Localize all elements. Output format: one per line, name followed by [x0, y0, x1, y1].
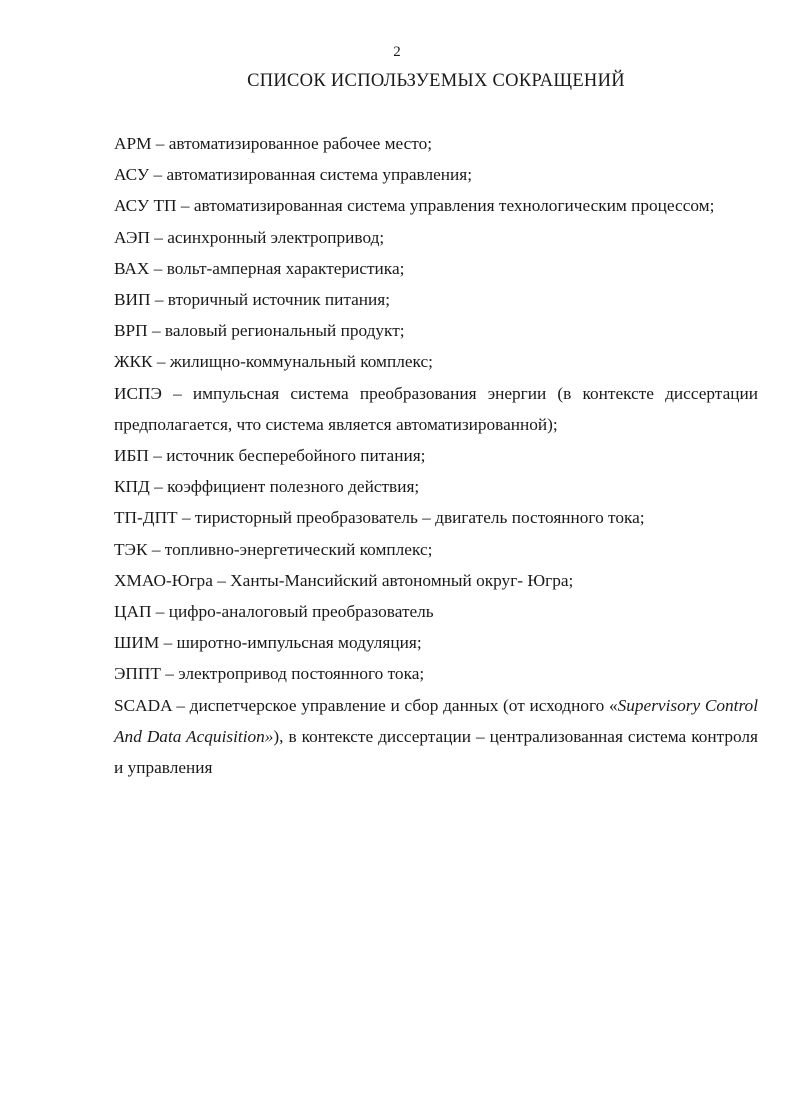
abbreviation: АСУ ТП	[114, 196, 177, 216]
definition: цифро-аналоговый преобразователь	[168, 602, 434, 622]
dash: –	[155, 134, 165, 153]
abbreviation: ЦАП	[114, 602, 152, 622]
abbreviation: SCADA	[114, 695, 172, 715]
list-item	[114, 222, 758, 253]
dash: –	[155, 602, 165, 622]
abbreviation: АЭП	[114, 227, 150, 247]
list-item	[114, 627, 758, 658]
definition-continued: в контексте диссертации – централизованная система контроля и управления	[114, 726, 758, 778]
page-number: 2	[393, 44, 401, 60]
list-item	[114, 346, 758, 377]
definition: коэффициент полезного действия;	[167, 477, 420, 497]
dash: –	[151, 321, 161, 341]
list-item	[114, 502, 758, 533]
abbreviation: ЖКК	[114, 352, 153, 372]
definition: импульсная система преобразования энергии (в контексте диссертации предполагается, что система является автоматизированной);	[114, 383, 758, 434]
list-item	[114, 284, 758, 315]
quote-open: «	[608, 695, 618, 715]
definition: тиристорный преобразователь – двигатель постоянного тока;	[194, 508, 645, 528]
dash: –	[173, 383, 182, 403]
definition: диспетчерское управление и сбор данных (от исходного	[189, 695, 605, 715]
definition: широтно-импульсная модуляция;	[176, 633, 422, 653]
dash: –	[181, 508, 191, 528]
definition: электропривод постоянного тока;	[178, 664, 425, 684]
abbreviation: ТП-ДПТ	[114, 508, 178, 528]
dash: –	[156, 352, 166, 372]
abbreviation: ШИМ	[114, 633, 160, 653]
definition: автоматизированная система управления технологическим процессом;	[193, 196, 715, 216]
definition: вторичный источник питания;	[167, 290, 391, 310]
dash: –	[165, 664, 174, 684]
dash: –	[163, 633, 173, 653]
list-item	[114, 378, 758, 440]
definition: топливно-энергетический комплекс;	[164, 539, 433, 559]
abbreviation: ИБП	[114, 446, 149, 466]
abbreviation: ЭППТ	[114, 664, 161, 684]
dash: –	[154, 227, 163, 247]
list-item	[114, 565, 758, 596]
list-item	[114, 534, 758, 565]
abbreviation: ВРП	[114, 321, 148, 341]
dash: –	[151, 539, 161, 559]
definition: асинхронный электропривод;	[167, 227, 385, 247]
dash: –	[153, 165, 163, 185]
list-item-scada	[114, 690, 758, 784]
abbreviation: КПД	[114, 477, 150, 497]
definition: автоматизированная система управления;	[166, 165, 473, 185]
definition: жилищно-коммунальный комплекс;	[169, 352, 433, 372]
paren-close: ),	[273, 726, 284, 746]
dash: –	[176, 695, 185, 715]
dash: –	[154, 290, 164, 310]
abbreviation: ТЭК	[114, 539, 148, 559]
dash: –	[154, 477, 163, 497]
definition: источник бесперебойного питания;	[166, 446, 426, 466]
dash: –	[180, 196, 190, 216]
abbreviation: ВИП	[114, 290, 151, 310]
list-item	[114, 471, 758, 502]
dash: –	[153, 446, 162, 466]
list-item	[114, 159, 758, 190]
list-item	[114, 253, 758, 284]
definition: валовый региональный продукт;	[164, 321, 405, 341]
abbreviation: АСУ	[114, 165, 150, 185]
abbreviation: АРМ	[114, 134, 152, 153]
abbreviation: ВАХ	[114, 258, 150, 278]
list-item	[114, 440, 758, 471]
list-item	[114, 315, 758, 346]
original-term: Supervisory Control And Data Acquisition»	[114, 695, 758, 746]
definition: Ханты-Мансийский автономный округ- Югра;	[230, 570, 574, 590]
dash: –	[153, 258, 163, 278]
abbreviation: ИСПЭ	[114, 383, 162, 403]
list-item	[114, 190, 758, 221]
list-item	[114, 128, 758, 159]
definition: автоматизированное рабочее место;	[168, 134, 433, 153]
page-title: СПИСОК ИСПОЛЬЗУЕМЫХ СОКРАЩЕНИЙ	[247, 71, 625, 91]
list-item	[114, 658, 758, 689]
list-item	[114, 596, 758, 627]
abbreviation: ХМАО-Югра	[114, 570, 213, 590]
definition: вольт-амперная характеристика;	[166, 258, 405, 278]
dash: –	[217, 570, 226, 590]
abbreviations-list	[114, 128, 758, 783]
